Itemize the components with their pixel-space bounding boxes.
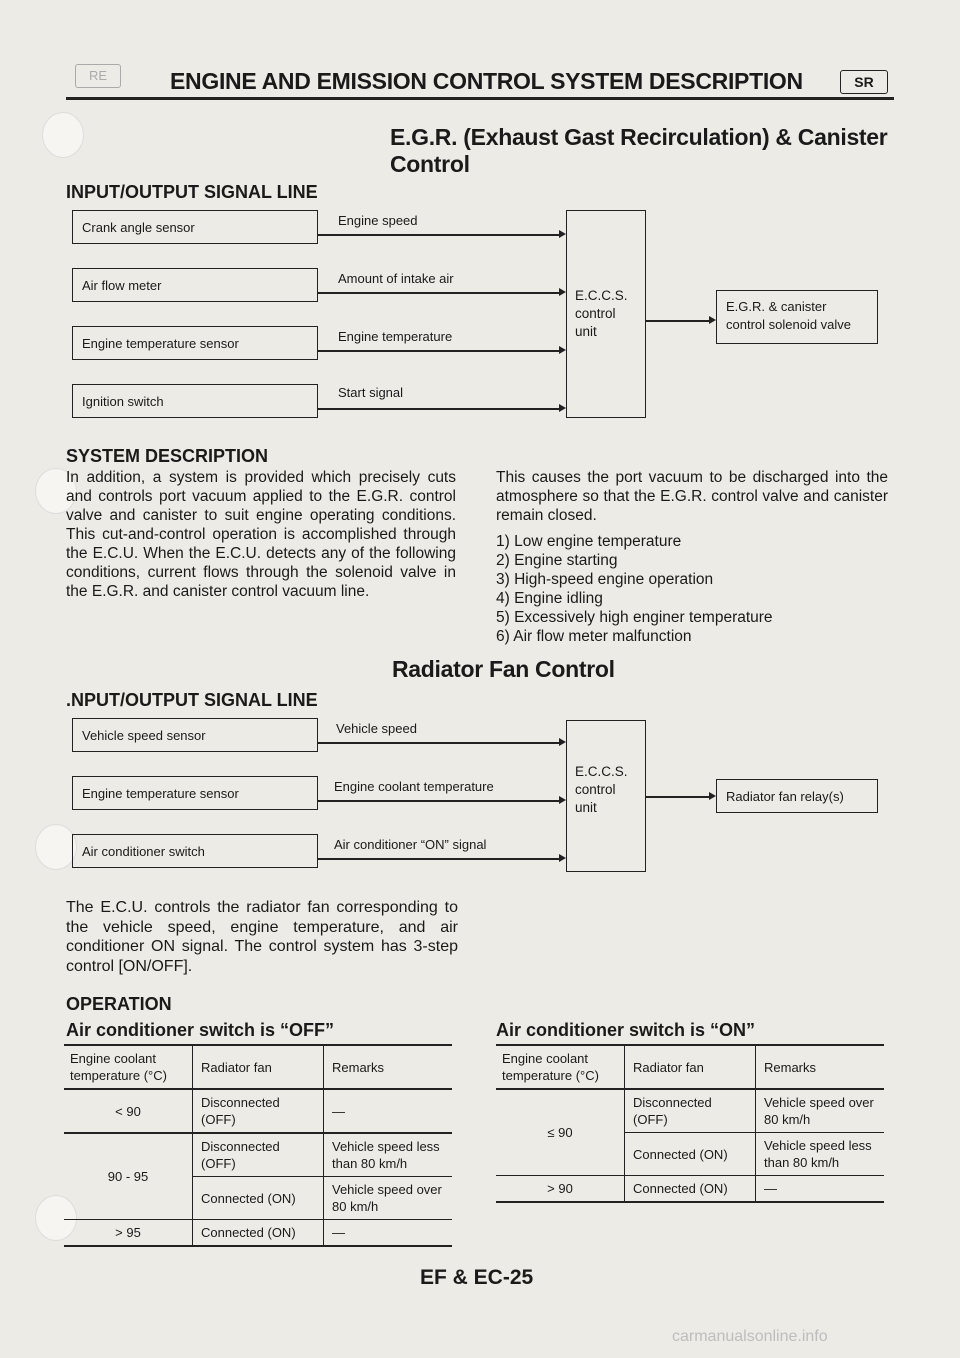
- table-header-row: [496, 1045, 884, 1089]
- table-cell: —: [324, 1089, 453, 1133]
- eccs-control-unit: E.C.C.S. control unit: [566, 720, 646, 872]
- table-cell: Disconnected (OFF): [193, 1133, 324, 1177]
- signal-label: Engine coolant temperature: [334, 779, 494, 794]
- table-row: [496, 1176, 884, 1203]
- header-cell: Radiator fan: [625, 1045, 756, 1089]
- radiator-io-heading: .NPUT/OUTPUT SIGNAL LINE: [66, 690, 318, 710]
- table-cell: Connected (ON): [625, 1133, 756, 1176]
- arrow-icon: [559, 854, 566, 862]
- arrow-icon: [559, 796, 566, 804]
- engine-temperature-sensor-box: Engine temperature sensor: [72, 776, 318, 810]
- list-item: 2) Engine starting: [496, 552, 618, 569]
- signal-line: [318, 742, 560, 744]
- table-cell: Disconnected (OFF): [625, 1089, 756, 1133]
- system-description-heading: SYSTEM DESCRIPTION: [66, 446, 269, 466]
- header-cell: Engine coolant temperature (°C): [70, 1051, 167, 1083]
- eccs-control-unit: E.C.C.S. control unit: [566, 210, 646, 418]
- signal-line: [318, 234, 560, 236]
- table-cell: Vehicle speed over 80 km/h: [324, 1177, 453, 1220]
- binder-hole: [42, 112, 84, 158]
- arrow-icon: [559, 404, 566, 412]
- ac-off-table-title: Air conditioner switch is “OFF”: [66, 1020, 335, 1040]
- signal-label: Engine speed: [338, 213, 418, 228]
- signal-line: [318, 800, 560, 802]
- arrow-icon: [559, 346, 566, 354]
- ac-off-operation-table: [64, 1044, 452, 1247]
- table-cell: Vehicle speed over 80 km/h: [756, 1089, 885, 1133]
- header-cell: Remarks: [324, 1045, 453, 1089]
- table-cell: Connected (ON): [625, 1176, 756, 1203]
- signal-line: [318, 858, 560, 860]
- section-badge-right: SR: [840, 70, 888, 94]
- list-item: 4) Engine idling: [496, 590, 603, 607]
- ac-on-operation-table: [496, 1044, 884, 1203]
- signal-label: Amount of intake air: [338, 271, 454, 286]
- conditions-list: [496, 532, 773, 646]
- arrow-icon: [559, 738, 566, 746]
- ignition-switch-box: Ignition switch: [72, 384, 318, 418]
- table-cell: —: [756, 1176, 885, 1203]
- table-cell: Disconnected (OFF): [193, 1089, 324, 1133]
- egr-section-title: E.G.R. (Exhaust Gast Recirculation) & Canister Control: [390, 124, 888, 177]
- table-row: [64, 1089, 452, 1133]
- vehicle-speed-sensor-box: Vehicle speed sensor: [72, 718, 318, 752]
- egr-io-heading: INPUT/OUTPUT SIGNAL LINE: [66, 182, 318, 202]
- signal-label: Air conditioner “ON” signal: [334, 837, 487, 852]
- list-item: 3) High-speed engine operation: [496, 571, 714, 588]
- signal-label: Start signal: [338, 385, 404, 400]
- table-row: [64, 1133, 452, 1177]
- table-cell: Vehicle speed less than 80 km/h: [324, 1133, 453, 1177]
- watermark: carmanualsonline.info: [672, 1328, 828, 1345]
- table-cell: Connected (ON): [193, 1220, 324, 1247]
- arrow-icon: [559, 230, 566, 238]
- signal-label: Vehicle speed: [336, 721, 417, 736]
- arrow-icon: [559, 288, 566, 296]
- section-badge-left: RE: [75, 64, 121, 88]
- table-cell: < 90: [115, 1103, 141, 1119]
- arrow-icon: [709, 316, 716, 324]
- ac-on-table-title: Air conditioner switch is “ON”: [496, 1020, 756, 1040]
- system-description-continued: This causes the port vacuum to be discharged into the atmosphere so that the E.G.R. control valve and canister remain closed.: [496, 469, 888, 524]
- output-line: [646, 796, 710, 798]
- table-cell: > 90: [547, 1181, 573, 1196]
- table-cell: —: [324, 1220, 453, 1247]
- radiator-fan-relay-box: Radiator fan relay(s): [716, 779, 878, 813]
- page-number: EF & EC-25: [420, 1266, 534, 1289]
- engine-temperature-sensor-box: Engine temperature sensor: [72, 326, 318, 360]
- signal-line: [318, 292, 560, 294]
- egr-canister-solenoid-box: E.G.R. & canister control solenoid valve: [716, 290, 878, 344]
- header-rule: [66, 97, 894, 100]
- output-line: [646, 320, 710, 322]
- radiator-section-title: Radiator Fan Control: [392, 656, 615, 682]
- list-item: 6) Air flow meter malfunction: [496, 628, 692, 645]
- table-cell: > 95: [115, 1225, 141, 1240]
- list-item: 1) Low engine temperature: [496, 533, 682, 550]
- binder-hole: [35, 824, 77, 870]
- table-row: [64, 1220, 452, 1247]
- arrow-icon: [709, 792, 716, 800]
- table-cell: Connected (ON): [193, 1177, 324, 1220]
- system-description-text: In addition, a system is provided which precisely cuts and controls port vacuum applied to the E.G.R. control valve and canister to suit engine operating conditions. This cut-and-control operation is accomplished through the E.C.U. When the E.C.U. detects any of the following conditions, current flows through the solenoid valve in the E.G.R. and canister control vacuum line.: [66, 469, 456, 600]
- operation-heading: OPERATION: [66, 994, 172, 1014]
- signal-line: [318, 408, 560, 410]
- header-cell: Remarks: [756, 1045, 885, 1089]
- signal-label: Engine temperature: [338, 329, 453, 344]
- list-item: 5) Excessively high enginer temperature: [496, 609, 773, 626]
- radiator-description-text: The E.C.U. controls the radiator fan corresponding to the vehicle speed, engine temperature, and air conditioner ON signal. The control system has 3-step control [ON/OFF].: [66, 899, 458, 975]
- table-header-row: [64, 1045, 452, 1089]
- air-flow-meter-box: Air flow meter: [72, 268, 318, 302]
- table-row: [496, 1089, 884, 1133]
- air-conditioner-switch-box: Air conditioner switch: [72, 834, 318, 868]
- header-cell: Engine coolant temperature (°C): [502, 1051, 599, 1083]
- table-cell: Vehicle speed less than 80 km/h: [756, 1133, 885, 1176]
- page-header-title: ENGINE AND EMISSION CONTROL SYSTEM DESCRIPTION: [170, 68, 803, 94]
- crank-angle-sensor-box: Crank angle sensor: [72, 210, 318, 244]
- header-cell: Radiator fan: [193, 1045, 324, 1089]
- table-cell: ≤ 90: [547, 1125, 573, 1140]
- signal-line: [318, 350, 560, 352]
- table-cell: 90 - 95: [107, 1169, 149, 1184]
